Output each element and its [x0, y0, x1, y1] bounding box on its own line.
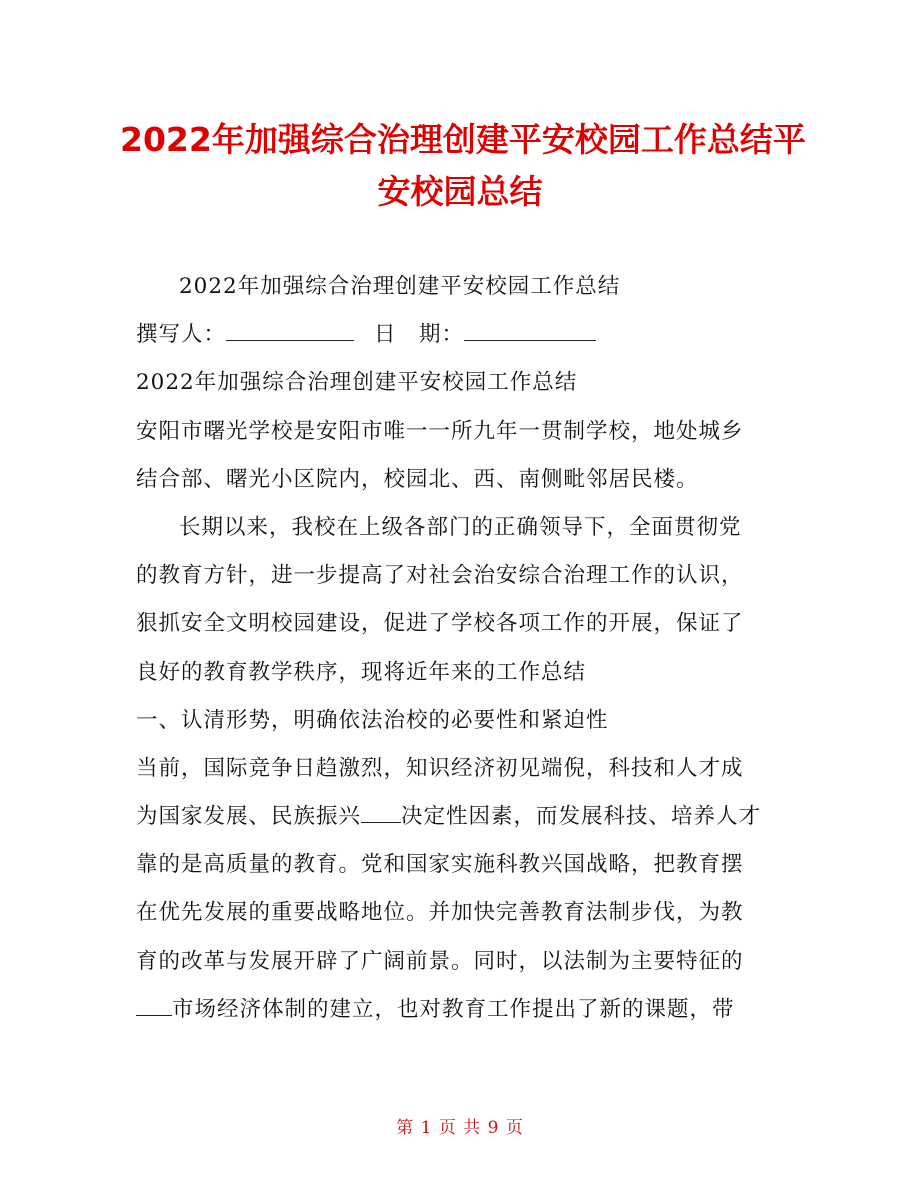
inline-blank-1 [361, 798, 401, 823]
paragraph-2-line-1: 长期以来，我校在上级各部门的正确领导下，全面贯彻党 [179, 514, 742, 540]
page-footer: 第 1 页 共 9 页 [396, 1118, 524, 1138]
author-label: 撰写人： [136, 322, 227, 348]
author-blank [226, 316, 354, 341]
paragraph-2-line-3: 狠抓安全文明校园建设，促进了学校各项工作的开展，保证了 [136, 611, 744, 637]
paragraph-3-line-4: 在优先发展的重要战略地位。并加快完善教育法制步伐，为教 [136, 900, 744, 926]
section-heading-1: 一、认清形势，明确依法治校的必要性和紧迫性 [136, 707, 609, 733]
paragraph-3-line-2-part-b: 决定性因素，而发展科技、培养人才 [401, 804, 762, 830]
paragraph-2-line-2: 的教育方针，进一步提高了对社会治安综合治理工作的认识， [136, 563, 744, 589]
paragraph-3-line-5: 育的改革与发展开辟了广阔前景。同时，以法制为主要特征的 [136, 948, 744, 974]
document-title-line-2: 安校园总结 [377, 172, 543, 211]
paragraph-3-line-3: 靠的是高质量的教育。党和国家实施科教兴国战略，把教育摆 [136, 852, 744, 878]
paragraph-3-line-1: 当前，国际竞争日趋激烈，知识经济初见端倪，科技和人才成 [136, 755, 744, 781]
paragraph-3-line-2 [136, 793, 796, 841]
author-date-line [136, 311, 796, 359]
subtitle: 2022年加强综合治理创建平安校园工作总结 [179, 274, 621, 299]
paragraph-3-line-6 [136, 986, 796, 1034]
paragraph-2-line-4: 良好的教育教学秩序，现将近年来的工作总结 [136, 659, 587, 685]
document-title-line-1: 2022年加强综合治理创建平安校园工作总结平 [120, 120, 806, 159]
paragraph-1-line-1: 安阳市曙光学校是安阳市唯一一所九年一贯制学校，地处城乡 [136, 418, 744, 444]
document-body [136, 263, 796, 1034]
paragraph-3-line-6-text: 市场经济体制的建立，也对教育工作提出了新的课题，带 [172, 996, 735, 1022]
inline-blank-2 [136, 991, 172, 1016]
date-blank [464, 316, 596, 341]
heading-repeat: 2022年加强综合治理创建平安校园工作总结 [136, 370, 578, 396]
paragraph-1-line-2: 结合部、曙光小区院内，校园北、西、南侧毗邻居民楼。 [136, 466, 699, 492]
paragraph-3-line-2-part-a: 为国家发展、民族振兴 [136, 804, 362, 830]
date-label: 日 期： [374, 322, 465, 348]
